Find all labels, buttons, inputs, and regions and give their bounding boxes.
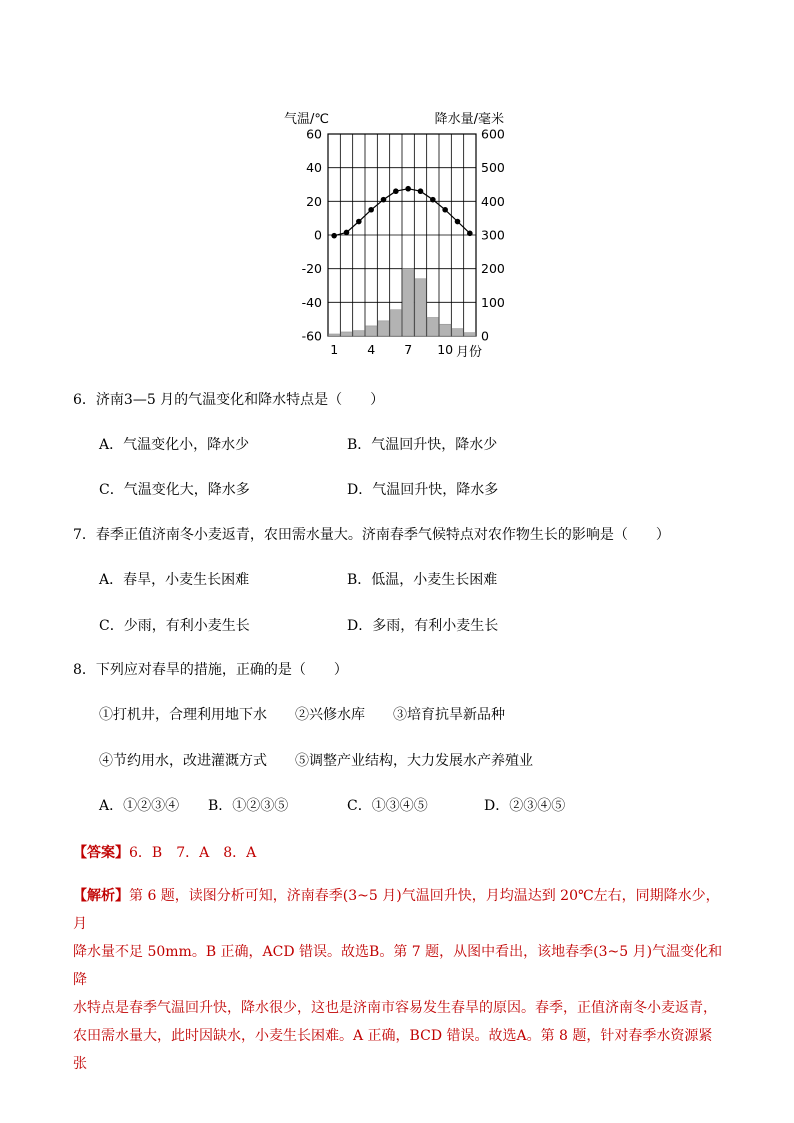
precipitation-bar-month-11 [452, 329, 463, 336]
left-tick-label: 60 [306, 126, 322, 142]
x-tick-label: 10 [437, 342, 454, 357]
analysis-line: 降水量不足 50mm。B 正确，ACD 错误。故选B。第 7 题，从图中看出，该地春季(3~5 月)气温变化和降 [73, 944, 723, 988]
left-tick-label: -40 [301, 294, 322, 310]
right-tick-label: 500 [481, 160, 505, 176]
temperature-point-month-12 [467, 231, 473, 237]
q7-option-c[interactable]: C．少雨，有利小麦生长 [99, 618, 250, 634]
precipitation-bar-month-6 [390, 310, 401, 336]
temperature-point-month-3 [356, 219, 362, 225]
left-axis-label: 气温/℃ [284, 112, 329, 127]
right-tick-label: 200 [481, 261, 505, 277]
x-axis-label: 月份 [456, 345, 483, 360]
q6-option-b[interactable]: B．气温回升快，降水少 [347, 437, 498, 453]
temperature-point-month-2 [344, 230, 350, 236]
left-tick-label: -60 [301, 328, 322, 344]
q6-option-c[interactable]: C．气温变化大，降水多 [99, 482, 250, 498]
q8-items-line-1: ①打机井，合理利用地下水 ②兴修水库 ③培育抗旱新品种 [99, 707, 505, 723]
right-axis-label: 降水量/毫米 [434, 112, 504, 127]
precipitation-bar-month-10 [440, 324, 451, 336]
q8-option-c[interactable]: C．①③④⑤ [347, 798, 428, 814]
precipitation-bar-month-12 [464, 333, 475, 336]
temperature-point-month-8 [418, 188, 424, 194]
right-tick-label: 100 [481, 294, 505, 310]
analysis-line: 农田需水量大，此时因缺水，小麦生长困难。A 正确，BCD 错误。故选A。第 8 题，针对春季水资源紧张 [73, 1028, 713, 1072]
right-tick-label: 300 [481, 227, 505, 243]
x-tick-label: 1 [330, 342, 339, 357]
analysis-line: 第 6 题，读图分析可知，济南春季(3~5 月)气温回升快，月均温达到 20℃左右，同期降水少，月 [73, 888, 720, 932]
temperature-point-month-4 [368, 207, 374, 213]
analysis-line: 水特点是春季气温回升快，降水很少，这也是济南市容易发生春旱的原因。春季，正值济南冬小麦返青， [73, 1000, 717, 1016]
q7-option-a[interactable]: A．春旱，小麦生长困难 [99, 572, 250, 588]
analysis-label: 【解析】 [73, 888, 129, 904]
precipitation-bar-month-8 [415, 279, 426, 336]
precipitation-bar-month-2 [341, 332, 352, 336]
temperature-point-month-11 [455, 219, 461, 225]
x-tick-label: 4 [367, 342, 376, 357]
q8-items-line-2: ④节约用水，改进灌溉方式 ⑤调整产业结构，大力发展水产养殖业 [99, 753, 533, 769]
q8-option-b[interactable]: B．①②③⑤ [208, 798, 289, 814]
right-tick-label: 600 [481, 126, 505, 142]
temperature-point-month-5 [381, 197, 387, 203]
temperature-point-month-9 [430, 197, 436, 203]
right-tick-label: 0 [481, 328, 489, 344]
precipitation-bar-month-9 [427, 317, 438, 336]
climate-chart [280, 108, 506, 362]
x-tick-label: 7 [404, 342, 413, 357]
left-tick-label: 40 [306, 160, 322, 176]
question-6: 6．济南3—5 月的气温变化和降水特点是（ ） [73, 392, 385, 408]
analysis-block [73, 882, 723, 1078]
left-tick-label: 0 [314, 227, 322, 243]
q7-option-b[interactable]: B．低温，小麦生长困难 [347, 572, 498, 588]
answer-label: 【答案】 [73, 845, 129, 861]
q7-option-d[interactable]: D．多雨，有利小麦生长 [347, 618, 499, 634]
right-tick-label: 400 [481, 193, 505, 209]
precipitation-bar-month-3 [353, 331, 364, 336]
precipitation-bar-month-7 [403, 269, 414, 336]
precipitation-bar-month-5 [378, 321, 389, 336]
answer-text: 6．B 7．A 8．A [129, 845, 257, 861]
temperature-point-month-6 [393, 188, 399, 194]
q6-option-d[interactable]: D．气温回升快，降水多 [347, 482, 499, 498]
climate-chart-svg [280, 108, 506, 362]
temperature-point-month-7 [405, 186, 411, 192]
q8-option-a[interactable]: A．①②③④ [99, 798, 180, 814]
left-tick-label: 20 [306, 193, 322, 209]
precipitation-bar-month-1 [329, 334, 340, 336]
question-8: 8．下列应对春旱的措施，正确的是（ ） [73, 662, 348, 678]
answer-block [73, 842, 256, 862]
precipitation-bar-month-4 [366, 326, 377, 336]
left-tick-label: -20 [301, 261, 322, 277]
temperature-point-month-10 [442, 207, 448, 213]
q6-option-a[interactable]: A．气温变化小，降水少 [99, 437, 250, 453]
q8-option-d[interactable]: D．②③④⑤ [484, 798, 566, 814]
chart-grid [328, 134, 476, 336]
temperature-point-month-1 [331, 233, 337, 239]
question-7: 7．春季正值济南冬小麦返青，农田需水量大。济南春季气候特点对农作物生长的影响是（ ） [73, 527, 670, 543]
